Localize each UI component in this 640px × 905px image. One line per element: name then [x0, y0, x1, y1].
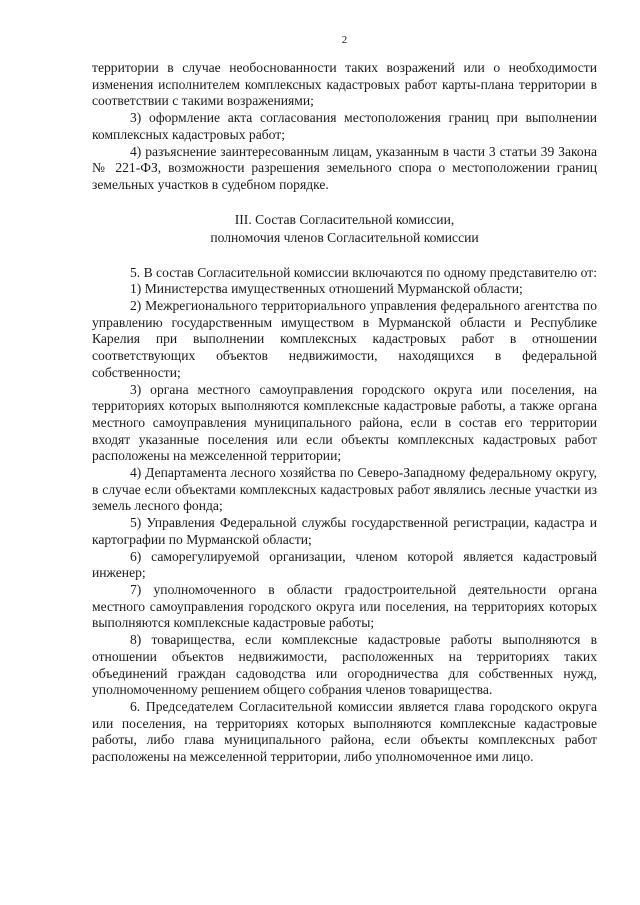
paragraph-clause-5: 5. В состав Согласительной комиссии включаются по одному представителю от: [130, 264, 597, 280]
section-title-line-2: полномочия членов Согласительной комиссии [210, 229, 479, 245]
list-item-7: 7) уполномоченного в области градостроительной деятельности органа местного самоуправления городского округа или поселения, на территориях которых выполняются комплексные кадастровые работы; [92, 581, 597, 631]
list-item-6: 6) саморегулируемой организации, членом которой является кадастровый инженер; [92, 548, 597, 581]
list-item-4: 4) Департамента лесного хозяйства по Северо-Западному федеральному округу, в случае если объектами комплексных кадастровых работ являлись лесные участки из земель лесного фонда; [92, 465, 597, 514]
paragraph-item-3: 3) оформление акта согласования местоположения границ при выполнении комплексных кадастровых работ; [92, 110, 597, 142]
document-body [92, 60, 597, 766]
document-page [92, 0, 597, 905]
paragraph-clause-6: 6. Председателем Согласительной комиссии является глава городского округа или поселения, на территориях которых выполняются комплексные кадастровые работы, либо глава муниципального района, если объекты комплексных работ расположены на межселенной территории, либо уполномоченное ими лицо. [92, 698, 597, 765]
list-item-1: 1) Министерства имущественных отношений Мурманской области; [130, 281, 523, 297]
paragraph-item-4: 4) разъяснение заинтересованным лицам, указанным в части 3 статьи 39 Закона № 221-ФЗ, возможности разрешения земельного спора о местоположении границ земельных участков в судебном порядке. [92, 143, 597, 192]
list-item-3: 3) органа местного самоуправления городского округа или поселения, на территориях которых выполняются комплексные кадастровые работы, а также органа местного самоуправления муниципального района, если в состав его территории входят указанные поселения или если объекты комплексных кадастровых работ расположены на межселенной территории; [92, 381, 597, 464]
section-heading [92, 211, 597, 247]
paragraph-continuation: территории в случае необоснованности таких возражений или о необходимости изменения исполнителем комплексных кадастровых работ карты-плана территории в соответствии с такими возражениями; [92, 60, 597, 109]
list-item-5: 5) Управления Федеральной службы государственной регистрации, кадастра и картографии по Мурманской области; [92, 515, 597, 547]
list-item-2: 2) Межрегионального территориального управления федерального агентства по управлению государственным имуществом в Мурманской области и Республике Карелия при выполнении комплексных кадастровых работ в отношении соответствующих объектов недвижимости, находящихся в федеральной собственности; [92, 298, 597, 380]
section-title-line-1: III. Состав Согласительной комиссии, [234, 211, 455, 227]
list-item-8: 8) товарищества, если комплексные кадастровые работы выполняются в отношении объектов недвижимости, расположенных на территориях таких объединений граждан садоводства или огородничества для собственных нужд, уполномоченному решением общего собрания членов товарищества. [92, 632, 597, 698]
page-number: 2 [341, 34, 348, 46]
